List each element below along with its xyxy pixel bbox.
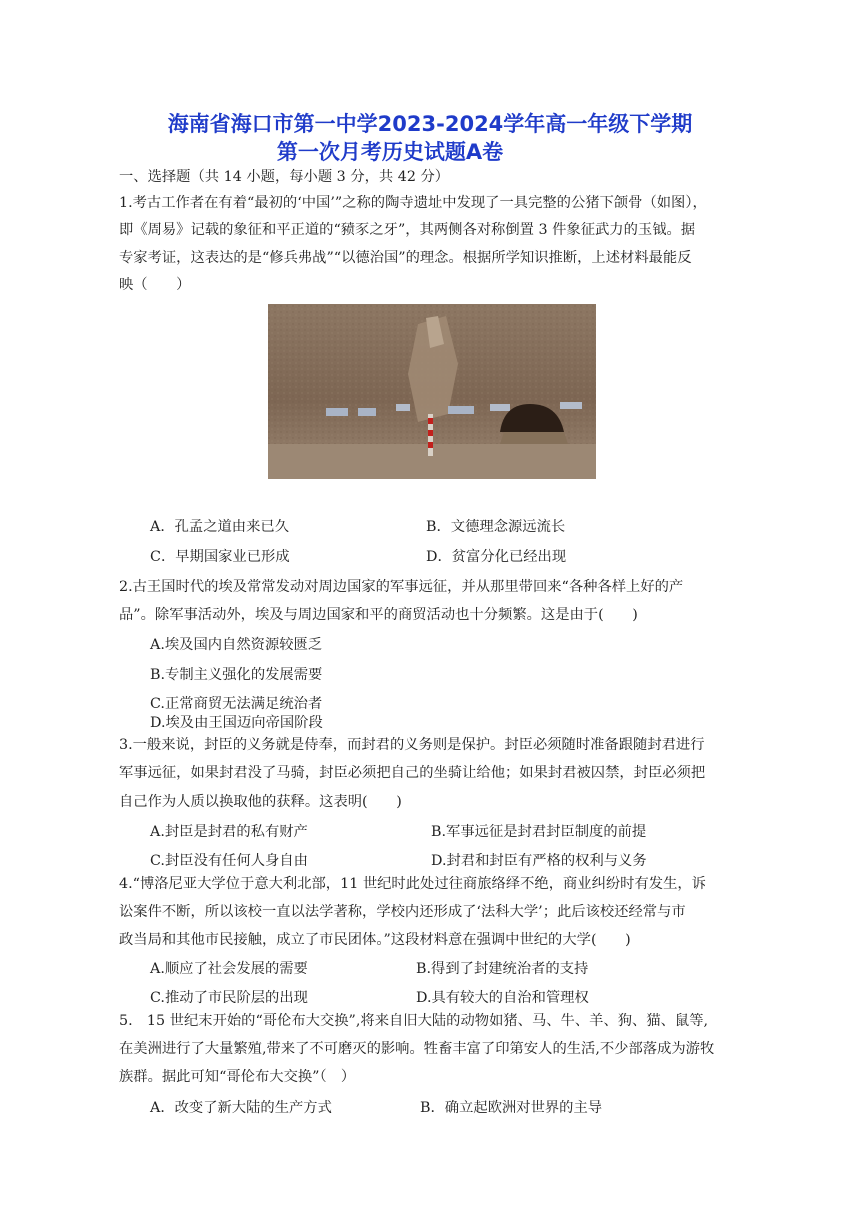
q4-line: 讼案件不断，所以该校一直以法学著称，学校内还形成了‘法科大学’；此后该校还经常与市 [119, 904, 686, 920]
q1-option-b: B．文德理念源远流长 [426, 519, 566, 535]
q3-line: 自己作为人质以换取他的获释。这表明( ) [119, 794, 402, 810]
q2-option-c: C.正常商贸无法满足统治者 [150, 696, 323, 712]
q2-option-d: D.埃及由王国迈向帝国阶段 [150, 715, 323, 731]
q1-option-c: C．早期国家业已形成 [150, 549, 290, 565]
q5-option-a: A．改变了新大陆的生产方式 [150, 1100, 332, 1116]
q3-option-a: A.封臣是封君的私有财产 [150, 824, 308, 840]
q5-line: 5. 15 世纪末开始的“哥伦布大交换”,将来自旧大陆的动物如猪、马、牛、羊、狗、猫、鼠等, [119, 1013, 709, 1029]
q5-line: 族群。据此可知“哥伦布大交换”（ ） [119, 1069, 356, 1085]
excavation-photo-image [268, 304, 596, 479]
q1-option-d: D．贫富分化已经出现 [426, 549, 567, 565]
q5-option-b: B．确立起欧洲对世界的主导 [420, 1100, 603, 1116]
q2-option-b: B.专制主义强化的发展需要 [150, 667, 323, 683]
q1-line: 映（ ） [119, 277, 191, 293]
exam-title-line2: 第一次月考历史试题A卷 [276, 140, 504, 164]
q4-line: 政当局和其他市民接触，成立了市民团体。”这段材料意在强调中世纪的大学( ) [119, 932, 631, 948]
q3-line: 3.一般来说，封臣的义务就是侍奉，而封君的义务则是保护。封臣必须随时准备跟随封君进行 [119, 737, 705, 753]
q2-line: 2.古王国时代的埃及常常发动对周边国家的军事远征，并从那里带回来“各种各样上好的产 [119, 579, 684, 595]
section-heading: 一、选择题（共 14 小题，每小题 3 分，共 42 分） [119, 169, 450, 185]
q4-option-c: C.推动了市民阶层的出现 [150, 990, 308, 1006]
q3-option-d: D.封君和封臣有严格的权利与义务 [431, 853, 647, 869]
q2-line: 品”。除军事活动外，埃及与周边国家和平的商贸活动也十分频繁。这是由于( ) [119, 607, 638, 623]
q2-option-a: A.埃及国内自然资源较匮乏 [150, 637, 323, 653]
q4-option-a: A.顺应了社会发展的需要 [150, 961, 308, 977]
q1-line: 1.考古工作者在有着“最初的‘中国’”之称的陶寺遗址中发现了一具完整的公猪下颌骨（如图）， [119, 195, 707, 211]
q1-line: 即《周易》记载的象征和平正道的“豮豕之牙”，其两侧各对称倒置 3 件象征武力的玉钺。据 [119, 222, 696, 238]
excavation-photo [268, 304, 596, 479]
q3-option-c: C.封臣没有任何人身自由 [150, 853, 308, 869]
q4-line: 4.“博洛尼亚大学位于意大利北部，11 世纪时此处过往商旅络绎不绝，商业纠纷时有发生，诉 [119, 876, 706, 892]
q1-option-a: A．孔孟之道由来已久 [150, 519, 289, 535]
exam-title-line1: 海南省海口市第一中学2023-2024学年高一年级下学期 [167, 112, 693, 136]
q3-option-b: B.军事远征是封君封臣制度的前提 [431, 824, 647, 840]
q4-option-b: B.得到了封建统治者的支持 [416, 961, 589, 977]
q1-line: 专家考证，这表达的是“修兵弗战”“以德治国”的理念。根据所学知识推断，上述材料最能反 [119, 250, 692, 266]
q3-line: 军事远征，如果封君没了马骑，封臣必须把自己的坐骑让给他；如果封君被囚禁，封臣必须把 [119, 765, 706, 781]
q5-line: 在美洲进行了大量繁殖,带来了不可磨灭的影响。牲畜丰富了印第安人的生活,不少部落成为游牧 [119, 1041, 715, 1057]
q4-option-d: D.具有较大的自治和管理权 [416, 990, 589, 1006]
